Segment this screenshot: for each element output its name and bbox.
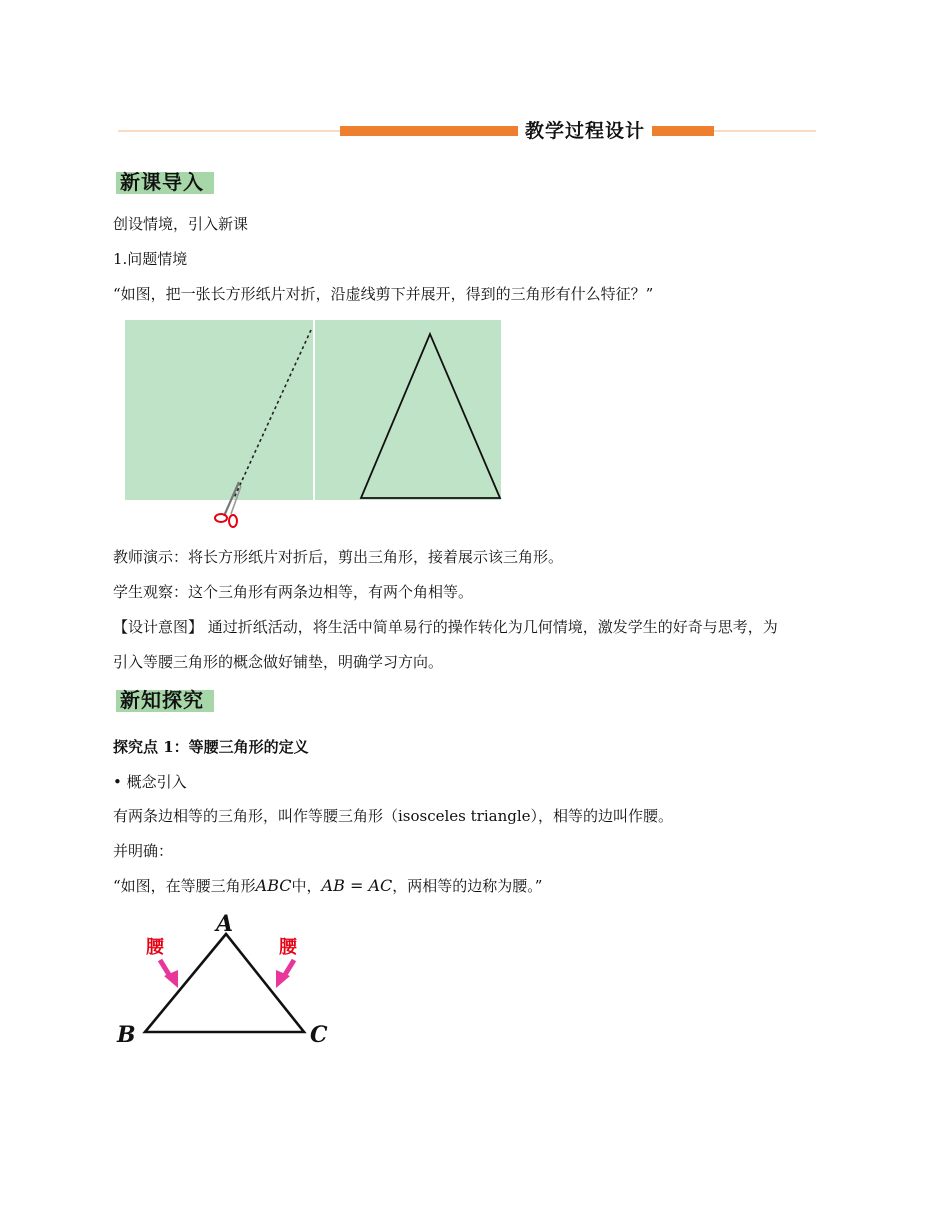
arrow-left-icon	[160, 960, 178, 988]
section-intro-heading	[116, 166, 214, 196]
intro-line-1: 创设情境，引入新课	[113, 215, 249, 233]
page-title: 教学过程设计	[518, 118, 652, 144]
clarify-line: 并明确：	[113, 842, 174, 860]
example-text-mid: 中，	[291, 877, 322, 895]
leg-right-label: 腰	[279, 937, 297, 958]
concept-bullet: • 概念引入	[113, 773, 187, 791]
example-text-pre: “如图，在等腰三角形	[113, 877, 256, 895]
triangle-abc-symbol: ABC	[255, 876, 292, 895]
vertex-b-label: B	[117, 1022, 136, 1048]
isosceles-triangle-figure	[112, 906, 342, 1052]
design-intent-line-2: 引入等腰三角形的概念做好铺垫，明确学习方向。	[113, 653, 444, 671]
section-explore-label: 新知探究	[120, 688, 204, 712]
student-observe-line: 学生观察：这个三角形有两条边相等，有两个角相等。	[113, 583, 474, 601]
design-intent-line-1: 【设计意图】 通过折纸活动，将生活中简单易行的操作转化为几何情境，激发学生的好奇与思考，为	[113, 618, 778, 636]
isosceles-definition: 有两条边相等的三角形，叫作等腰三角形（isosceles triangle），相等的边叫作腰。	[113, 807, 674, 825]
intro-question: “如图，把一张长方形纸片对折，沿虚线剪下并展开，得到的三角形有什么特征？”	[113, 285, 654, 303]
title-accent-right	[650, 126, 714, 136]
example-line	[113, 876, 542, 896]
unfolded-paper	[315, 320, 501, 500]
leg-left-label: 腰	[146, 937, 164, 958]
vertex-c-label: C	[310, 1022, 328, 1048]
intro-line-2: 1.问题情境	[113, 250, 188, 268]
paper-fold-figure	[120, 316, 506, 534]
vertex-a-label: A	[216, 911, 234, 937]
folded-paper	[125, 320, 313, 500]
section-intro-label: 新课导入	[120, 170, 204, 194]
section-explore-heading	[116, 684, 214, 714]
title-accent-left	[340, 126, 520, 136]
explore-point-title: 探究点 1：等腰三角形的定义	[113, 738, 309, 756]
teacher-demo-line: 教师演示：将长方形纸片对折后，剪出三角形，接着展示该三角形。	[113, 548, 564, 566]
example-text-post: ，两相等的边称为腰。”	[392, 877, 543, 895]
ab-equals-ac: AB = AC	[321, 876, 393, 895]
arrow-right-icon	[276, 960, 294, 988]
page-title-bar	[118, 118, 816, 144]
